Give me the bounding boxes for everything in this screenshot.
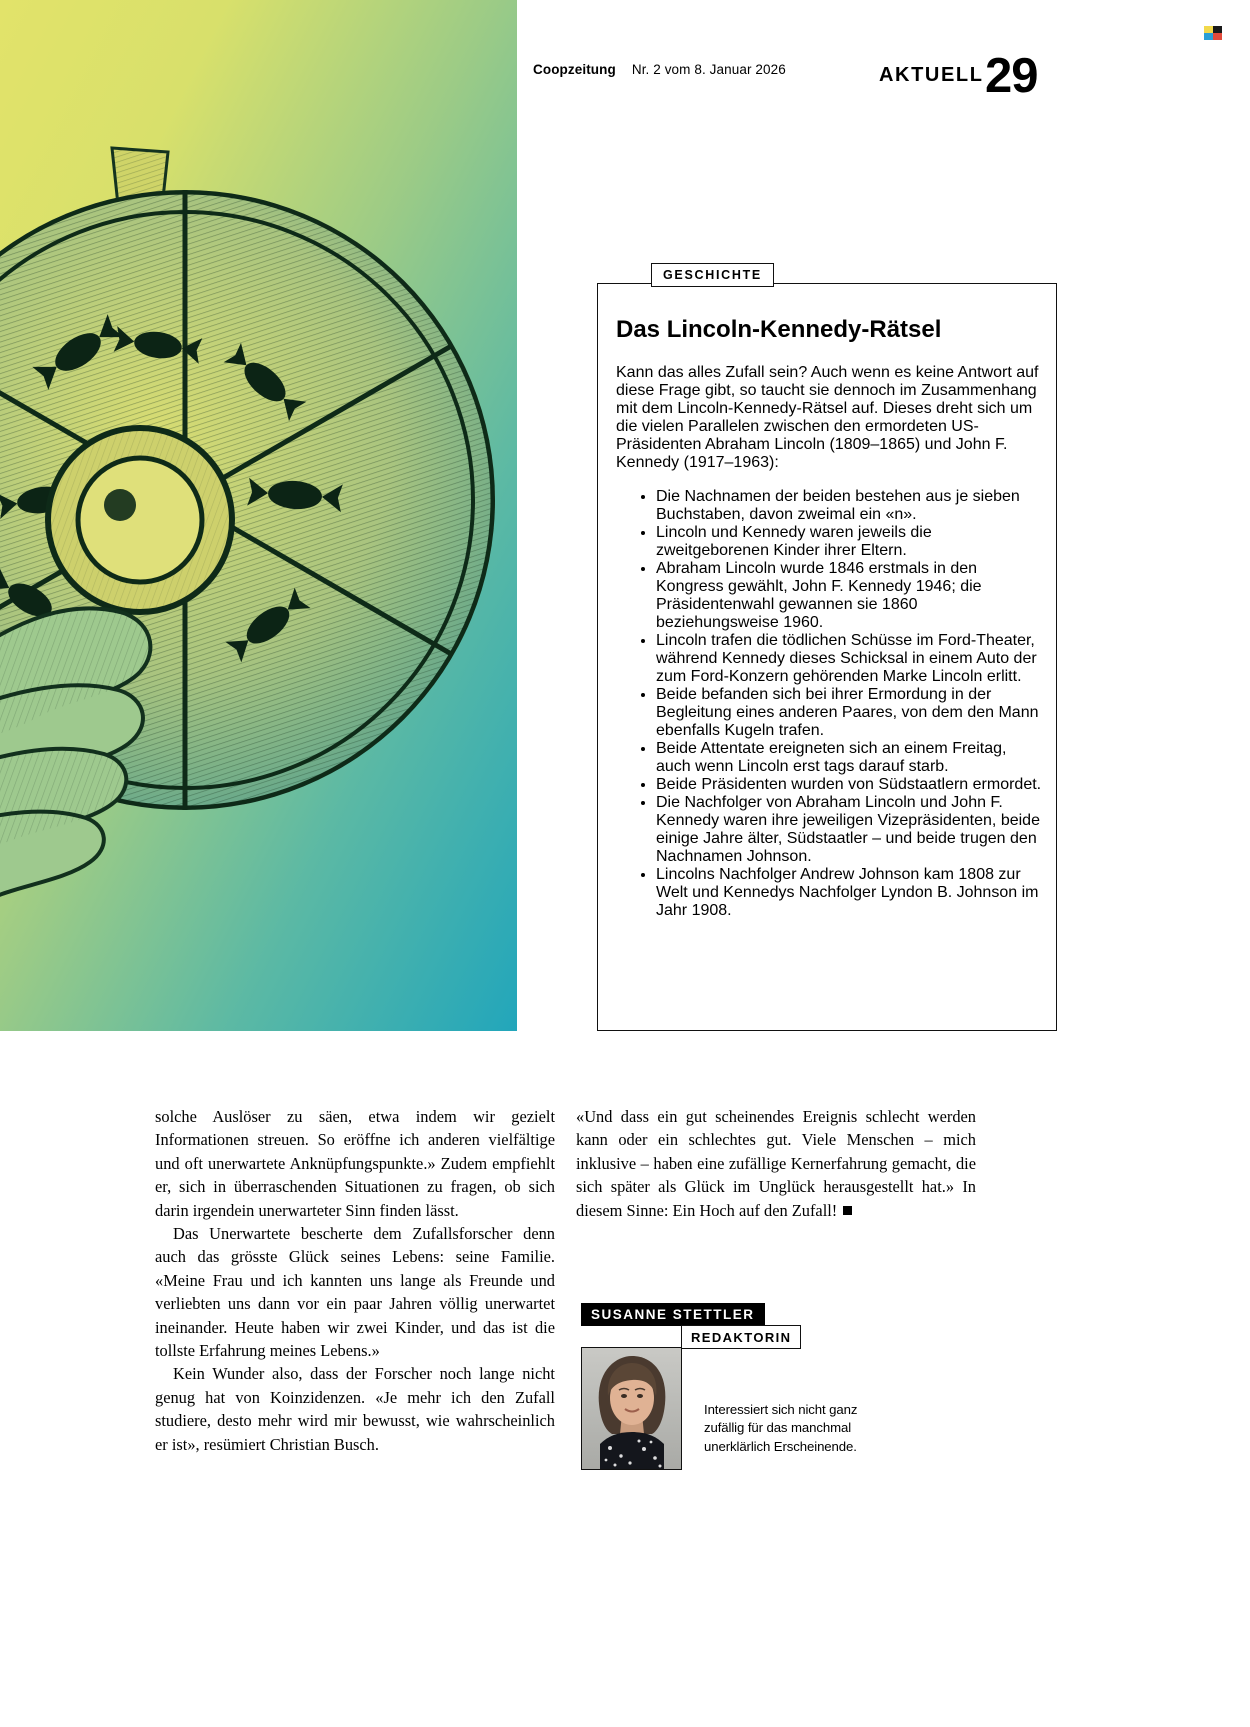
infobox-content (616, 296, 1042, 936)
wheel-of-fortune-illustration (0, 0, 517, 1031)
list-item: • Beide befanden sich bei ihrer Ermordung in der Begleitung eines anderen Paares, von dem den Mann ebenfalls Kugeln trafen. (656, 686, 1042, 740)
author-bio: Interessiert sich nicht ganz zufällig für das manchmal unerklärlich Erscheinende. (704, 1401, 858, 1454)
list-item: • Abraham Lincoln wurde 1846 erstmals in den Kongress gewählt, John F. Kennedy 1946; die Präsidentenwahl gewannen sie 1860 beziehungsweise 1960. (656, 560, 1042, 632)
masthead (533, 62, 786, 77)
article-column-left (155, 1105, 555, 1456)
corner-registration-mark (1204, 26, 1222, 40)
section-label: AKTUELL (879, 64, 984, 86)
list-item: • Lincolns Nachfolger Andrew Johnson kam 1808 zur Welt und Kennedys Nachfolger Lyndon B. Johnson im Jahr 1908. (656, 866, 1042, 920)
portrait-photo (582, 1348, 681, 1469)
article-column-right (576, 1105, 976, 1222)
author-name: SUSANNE STETTLER (581, 1303, 765, 1326)
author-byline (581, 1303, 884, 1470)
list-item: • Lincoln und Kennedy waren jeweils die zweitgeborenen Kinder ihrer Eltern. (656, 524, 1042, 560)
publication-name: Coopzeitung (533, 62, 616, 77)
author-role: REDAKTORIN (681, 1325, 801, 1349)
paragraph (576, 1105, 976, 1222)
article-illustration (0, 0, 517, 1031)
infobox-bullet-list (616, 488, 1042, 920)
page-number: 29 (985, 49, 1038, 103)
list-item: • Lincoln trafen die tödlichen Schüsse im Ford-Theater, während Kennedy dieses Schicksal in einem Auto der zum Ford-Konzern gehörenden Marke Lincoln erlitt. (656, 632, 1042, 686)
infobox-tab-label: GESCHICHTE (651, 263, 774, 287)
infobox-lead: Kann das alles Zufall sein? Auch wenn es keine Antwort auf diese Frage gibt, so taucht sie dennoch im Zusammenhang mit dem Lincoln-Kennedy-Rätsel auf. Dieses dreht sich um die vielen Parallelen zwischen den ermordeten US-Präsidenten Abraham Lincoln (1809–1865) und John F. Kennedy (1917–1963): (616, 363, 1039, 471)
paragraph: Das Unerwartete bescherte dem Zufallsforscher denn auch das grösste Glück seines Lebens: seine Familie. «Meine Frau und ich kannten uns lange als Freunde und verliebten uns dann vor ein paar Jahren völlig unerwartet ineinander. Heute haben wir zwei Kinder, und das ist die tollste Erfahrung meines Lebens.» (155, 1224, 555, 1361)
paragraph: Kein Wunder also, dass der Forscher noch lange nicht genug hat von Koinzidenzen. «Je mehr ich den Zufall studiere, desto mehr wird mir bewusst, wie wahrscheinlich er ist», resümiert Christian Busch. (155, 1364, 555, 1454)
list-item: • Beide Präsidenten wurden von Südstaatlern ermordet. (656, 776, 1042, 794)
end-of-article-mark (843, 1206, 852, 1215)
infobox-title: Das Lincoln-Kennedy-Rätsel (616, 315, 942, 343)
list-item: • Beide Attentate ereigneten sich an einem Freitag, auch wenn Lincoln erst tags darauf starb. (656, 740, 1042, 776)
list-item: • Die Nachnamen der beiden bestehen aus je sieben Buchstaben, davon zweimal ein «n». (656, 488, 1042, 524)
paragraph: solche Auslöser zu säen, etwa indem wir gezielt Informationen streuen. So eröffne ich anderen vielfältige und oft unerwartete Anknüpfungspunkte.» Zudem empfiehlt er, sich in überraschenden Situationen zu fragen, ob sich darin irgendein unerwarteter Sinn finden lässt. (155, 1107, 555, 1220)
author-portrait (581, 1347, 682, 1470)
list-item: • Die Nachfolger von Abraham Lincoln und John F. Kennedy waren ihre jeweiligen Vizepräsidenten, beide einige Jahre älter, Südstaatler – und beide trugen den Nachnamen Johnson. (656, 794, 1042, 866)
paragraph-text: «Und dass ein gut scheinendes Ereignis schlecht werden kann oder ein schlechtes gut. Viele Menschen – mich inklusive – haben eine zufällige Kernerfahrung gemacht, die sich später als Glück im Unglück herausgestellt hat.» In diesem Sinne: Ein Hoch auf den Zufall! (576, 1107, 976, 1220)
issue-info: Nr. 2 vom 8. Januar 2026 (631, 62, 786, 77)
